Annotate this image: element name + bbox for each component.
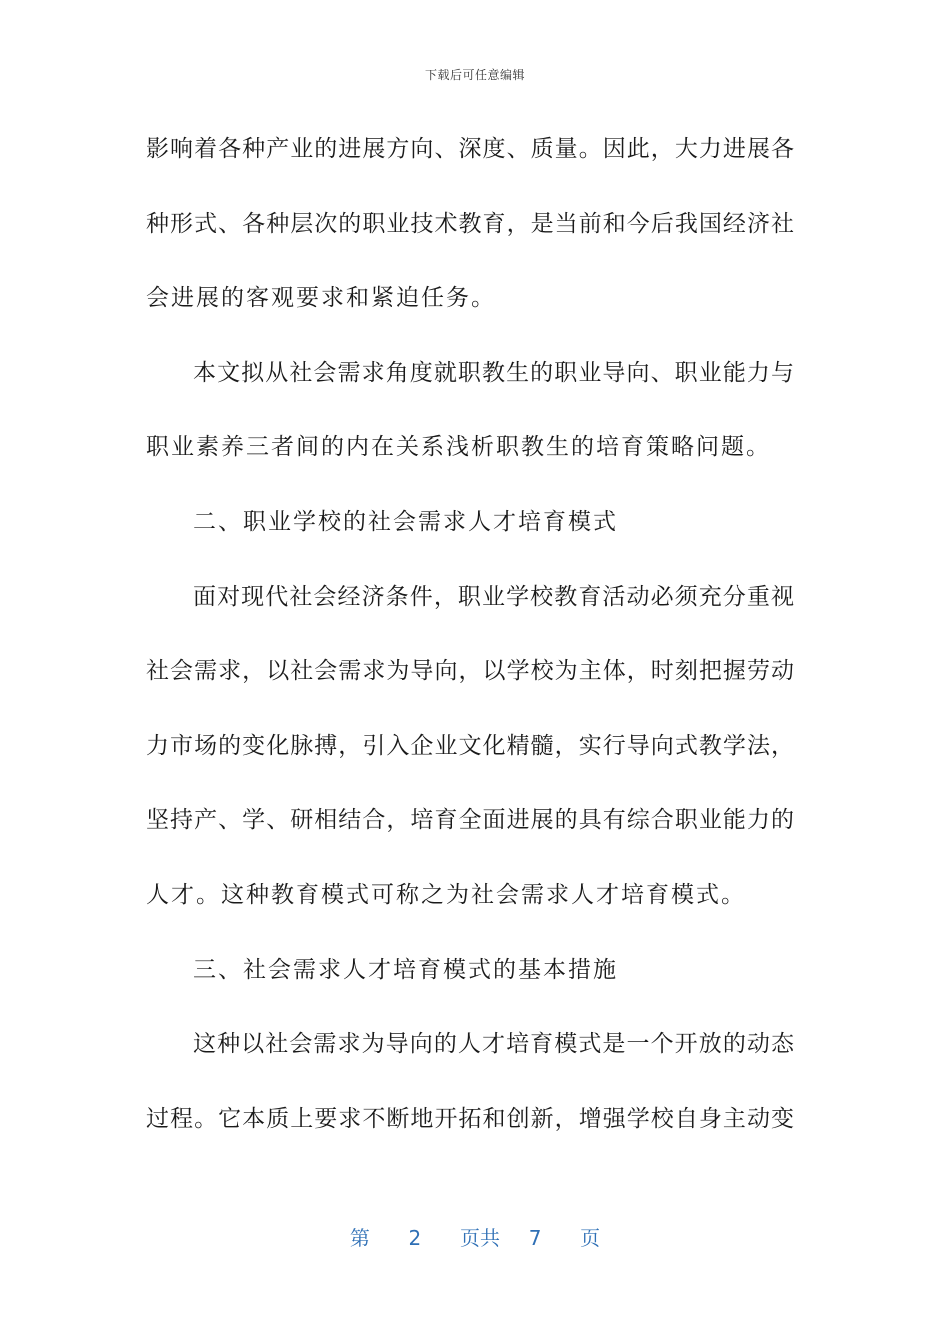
paragraph-line: 力市场的变化脉搏，引入企业文化精髓，实行导向式教学法， bbox=[146, 732, 794, 759]
page-number-footer bbox=[0, 1222, 950, 1251]
paragraph-line: 职业素养三者间的内在关系浅析职教生的培育策略问题。 bbox=[146, 434, 771, 461]
footer-middle: 页共 bbox=[460, 1226, 500, 1250]
footer-prefix: 第 bbox=[349, 1226, 370, 1250]
total-pages-number: 7 bbox=[528, 1226, 542, 1250]
paragraph-line: 人才。这种教育模式可称之为社会需求人才培育模式。 bbox=[146, 881, 746, 908]
paragraph-line: 过程。它本质上要求不断地开拓和创新，增强学校自身主动变 bbox=[146, 1105, 794, 1132]
section-heading: 三、社会需求人才培育模式的基本措施 bbox=[193, 956, 618, 983]
document-body bbox=[146, 112, 794, 1156]
paragraph-line: 面对现代社会经济条件，职业学校教育活动必须充分重视 bbox=[193, 583, 794, 610]
paragraph-line: 这种以社会需求为导向的人才培育模式是一个开放的动态 bbox=[193, 1031, 794, 1058]
header-note: 下载后可任意编辑 bbox=[424, 68, 525, 82]
paragraph-line: 会进展的客观要求和紧迫任务。 bbox=[146, 285, 496, 312]
paragraph-line: 种形式、各种层次的职业技术教育，是当前和今后我国经济社 bbox=[146, 210, 794, 237]
paragraph-line: 影响着各种产业的进展方向、深度、质量。因此，大力进展各 bbox=[146, 136, 794, 162]
current-page-number: 2 bbox=[408, 1226, 422, 1250]
paragraph-line: 坚持产、学、研相结合，培育全面进展的具有综合职业能力的 bbox=[146, 807, 794, 834]
paragraph-line: 社会需求，以社会需求为导向，以学校为主体，时刻把握劳动 bbox=[146, 658, 794, 685]
section-heading: 二、职业学校的社会需求人才培育模式 bbox=[193, 508, 618, 535]
paragraph-line: 本文拟从社会需求角度就职教生的职业导向、职业能力与 bbox=[193, 359, 794, 386]
footer-suffix: 页 bbox=[580, 1226, 601, 1250]
